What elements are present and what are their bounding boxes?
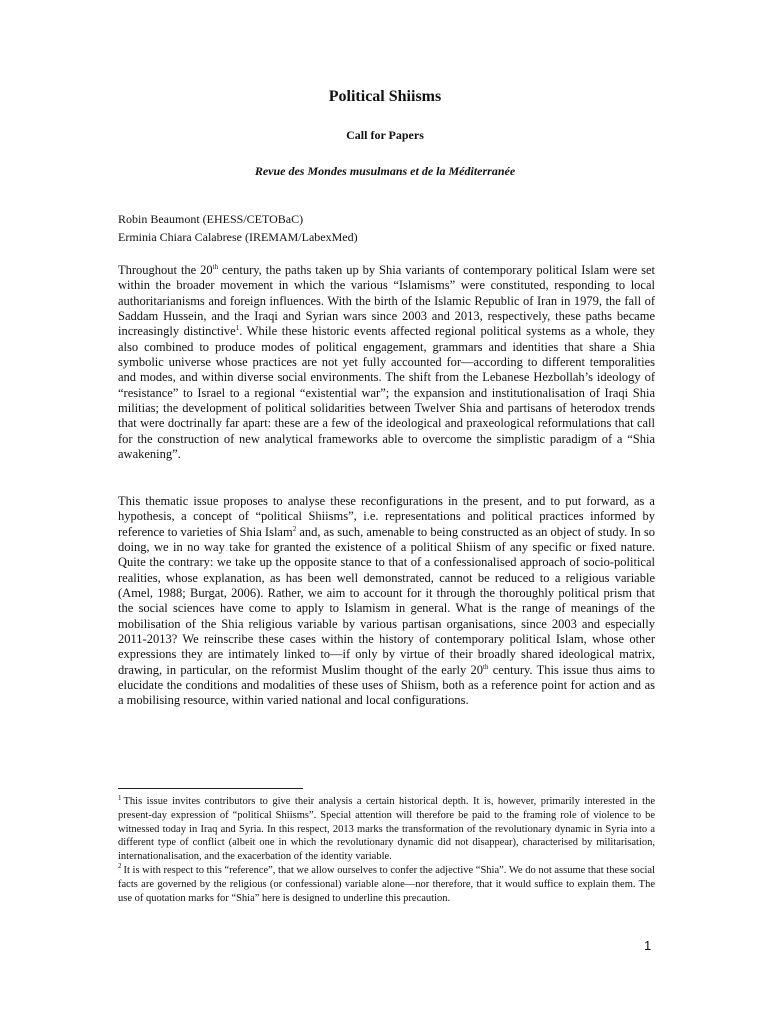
paragraph-1-text-c: . While these historic events affected regional political systems as a whole, they also combined to produce modes of political engagement, grammars and identities that share a Shia symbolic universe whose practices are not yet fully accounted for—according to different temporalities and modes, and within diverse social environments. The shift from the Lebanese Hezbollah’s ideology of “resistance” to Israel to a regional “existential war”; the expansion and institutionalisation of Iraqi Shia militias; the development of political solidarities between Twelver Shia and partisans of heterodox trends that were doctrinally far apart: these are a few of the ideological and praxeological reformulations that call for the construction of new analytical frameworks able to overcome the simplistic paradigm of a “Shia awakening”. [118,324,655,462]
ordinal-suffix: th [212,262,219,271]
document-subtitle: Call for Papers [346,128,424,142]
footnote-2 [118,864,655,905]
footnote-number: 1 [118,793,122,802]
footnotes [118,795,655,905]
footnote-ref-2: 2 [292,524,297,533]
paragraph-1-text-a: Throughout the 20 [118,263,213,277]
footnote-text: This issue invites contributors to give their analysis a certain historical depth. It is, however, primarily interested in the present-day expression of “political Shiisms”. Special attention will therefore be paid to the framing role of violence to be witnessed today in Iraq and Syria. In this respect, 2013 marks the transformation of the revolutionary dynamic in Syria into a different type of conflict (albeit one in which the revolutionary dynamic did not disappear), characterised by militarisation, internationalisation, and the exacerbation of the identity variable. [118,796,655,863]
paragraph-2-text-b: and, as such, amenable to being constructed as an object of study. In so doing, we in no way take for granted the existence of a political Shiism of any specific or fixed nature. Quite the contrary: we take up the opposite stance to that of a confessionalised approach of socio-political realities, whose explanation, as has been well demonstrated, cannot be reduced to a religious variable (Amel, 1988; Burgat, 2006). Rather, we aim to account for it through the thoroughly political prism that the social sciences have come to apply to Islamism in general. What is the range of meanings of the mobilisation of the Shia religious variable by various partisan organisations, since 2003 and especially 2011-2013? We reinscribe these cases within the history of contemporary political Islam, whose other expressions they are intimately linked to—if only by virtue of their broadly shared ideological matrix, drawing, in particular, on the reformist Muslim thought of the early 20 [118,524,656,677]
footnote-number: 2 [118,862,122,871]
author-2: Erminia Chiara Calabrese (IREMAM/LabexMed) [118,230,358,244]
page-title: Political Shiisms [328,88,442,105]
paragraph-1-text-b: century, the paths taken up by Shia variants of contemporary political Islam were set within the broader movement in which the various “Islamisms” were constituted, responding to local authoritarianisms and foreign influences. With the birth of the Islamic Republic of Iran in 1979, the fall of Saddam Hussein, and the Iraqi and Syrian wars since 2003 and 2013, respectively, these paths became increasingly distinctive [118,263,656,339]
footnote-1 [118,795,655,864]
author-list [118,210,358,246]
paragraph-2-text-c: century. This issue thus aims to elucidate the conditions and modalities of these uses of Shiism, both as a reference point for action and as a mobilising resource, within varied national and local configurations. [118,662,656,708]
paragraph-2 [118,494,655,709]
ordinal-suffix: th [483,662,489,671]
footnote-text: It is with respect to this “reference”, that we allow ourselves to confer the adjective “Shia”. We do not assume that these social facts are governed by the religious (or confessional) variable alone—nor therefore, that it would suffice to explain them. The use of quotation marks for “Shia” here is designed to underline this precaution. [118,864,655,904]
page-number: 1 [644,938,652,953]
author-1: Robin Beaumont (EHESS/CETOBaC) [118,212,304,226]
paragraph-1 [118,263,655,462]
footnote-divider [118,788,303,789]
journal-name: Revue des Mondes musulmans et de la Méditerranée [254,164,516,178]
footnote-ref-1: 1 [235,324,240,333]
paragraph-2-text-a: This thematic issue proposes to analyse these reconfigurations in the present, and to put forward, as a hypothesis, a concept of “political Shiisms”, i.e. representations and political practices informed by reference to varieties of Shia Islam [118,494,655,539]
